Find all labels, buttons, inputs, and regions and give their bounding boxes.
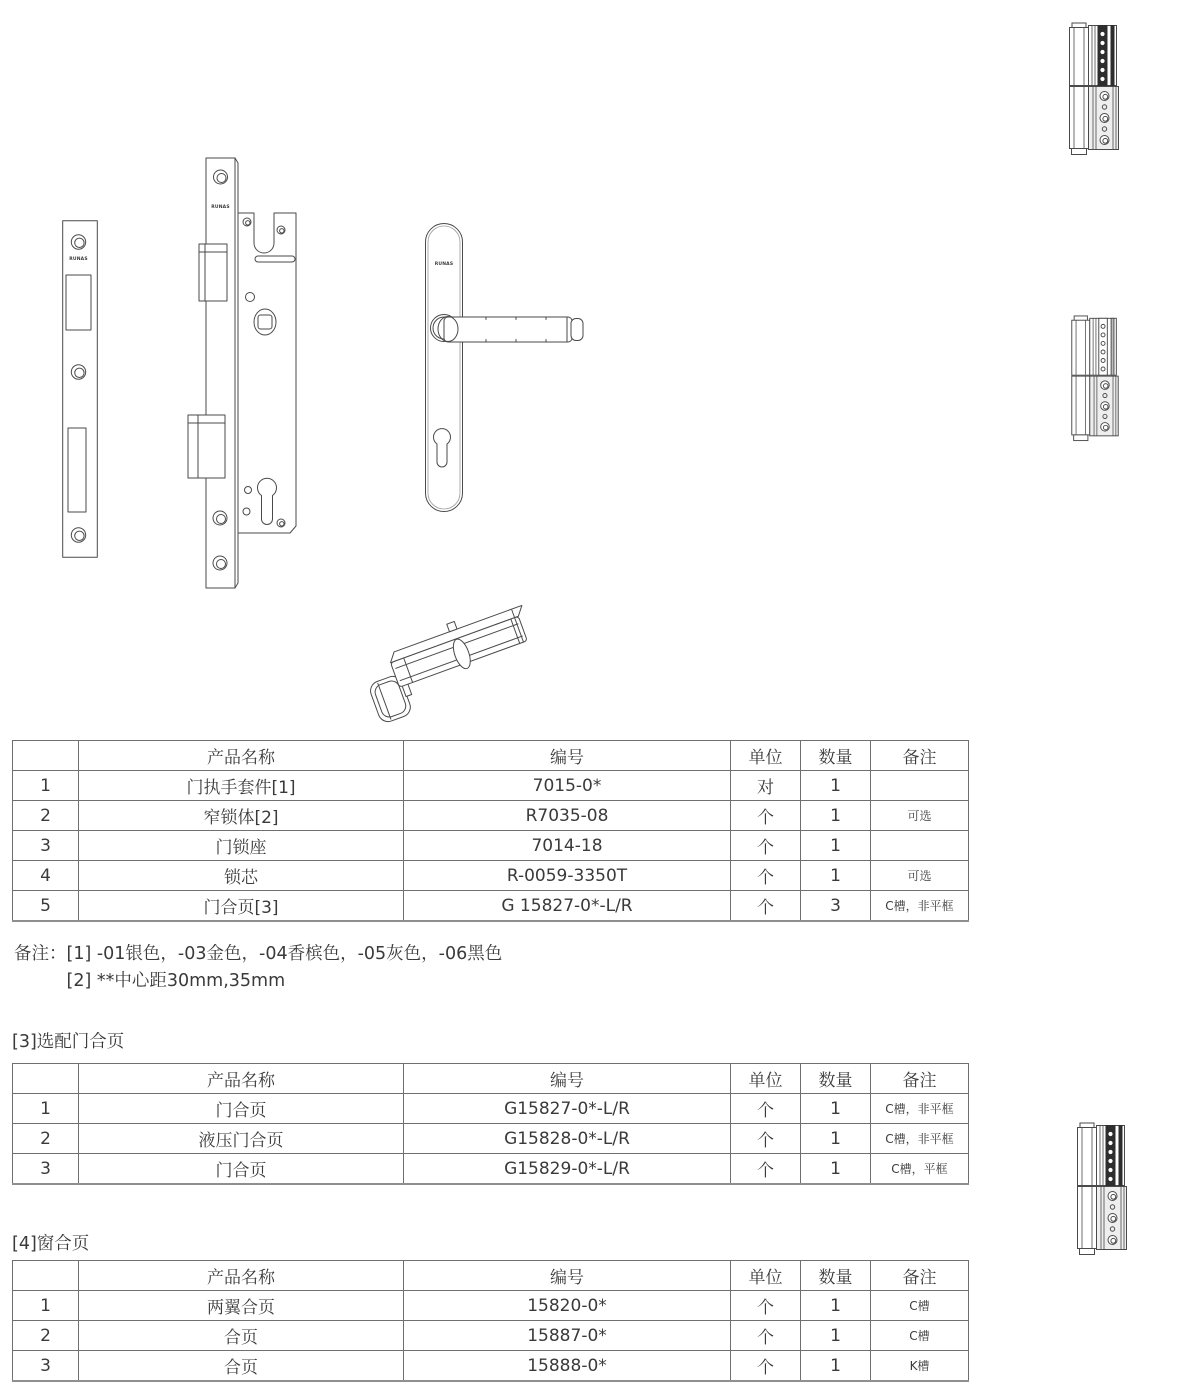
column-header-remark: 备注 [871,741,969,771]
table-cell: 两翼合页 [79,1291,404,1321]
table-cell: 个 [731,801,801,831]
column-header-remark: 备注 [871,1261,969,1291]
table-cell: G15828-0*-L/R [404,1124,731,1154]
column-header-index [13,1261,79,1291]
table-row [13,801,969,831]
table-cell: 15888-0* [404,1351,731,1382]
door-hinge-table [12,1063,969,1185]
table-cell: 3 [13,1351,79,1382]
column-header-unit: 单位 [731,1064,801,1094]
table-cell: 4 [13,861,79,891]
table-cell: 15887-0* [404,1321,731,1351]
column-header-unit: 单位 [731,741,801,771]
door-hinge-drawing-middle [1070,315,1120,442]
table-cell: 1 [801,1154,871,1185]
column-header-index [13,1064,79,1094]
brand-logo: RUNAS [69,257,88,262]
table-cell: 个 [731,1321,801,1351]
notes [14,941,502,995]
table-row [13,1154,969,1185]
table-row [13,771,969,801]
main-parts-table [12,740,969,922]
door-hinge-drawing-bottom [1076,1122,1128,1256]
table-row [13,1094,969,1124]
table-cell: 门合页 [79,1094,404,1124]
column-header-name: 产品名称 [79,1261,404,1291]
column-header-code: 编号 [404,1261,731,1291]
table-cell: 15820-0* [404,1291,731,1321]
table-cell: G 15827-0*-L/R [404,891,731,922]
table-cell: 1 [13,771,79,801]
table-cell: 1 [801,861,871,891]
table-cell: 1 [801,1124,871,1154]
table-cell: 个 [731,1351,801,1382]
brand-logo: RUNAS [211,205,230,210]
table-cell: 3 [13,831,79,861]
table-header-row [13,741,969,771]
table-cell: 1 [801,1351,871,1382]
table-cell: 门执手套件[1] [79,771,404,801]
table-cell: 1 [801,1291,871,1321]
table-cell: 1 [801,831,871,861]
table-cell: 个 [731,1124,801,1154]
table-cell: R-0059-3350T [404,861,731,891]
table-row [13,1291,969,1321]
window-hinge-table [12,1260,969,1382]
column-header-name: 产品名称 [79,741,404,771]
table-cell: 1 [13,1094,79,1124]
notes-label: 备注： [14,944,67,964]
table-cell: 1 [801,801,871,831]
table-cell: 个 [731,1154,801,1185]
note-line-2: [2] **中心距30mm,35mm [66,971,286,991]
table-cell: 合页 [79,1321,404,1351]
door-handle-set-drawing [424,222,588,514]
table-cell: 2 [13,801,79,831]
table-cell: 1 [801,1321,871,1351]
strike-plate-drawing [62,220,98,558]
table-row [13,861,969,891]
table-cell: 2 [13,1124,79,1154]
table-cell: 1 [801,1094,871,1124]
mortise-lock-body-drawing [186,155,300,595]
table-cell: 窄锁体[2] [79,801,404,831]
column-header-qty: 数量 [801,1064,871,1094]
table-cell: G15827-0*-L/R [404,1094,731,1124]
table-cell: C槽 [871,1291,969,1321]
table-cell: K槽 [871,1351,969,1382]
table-cell: 7015-0* [404,771,731,801]
table-header-row [13,1261,969,1291]
table-cell: G15829-0*-L/R [404,1154,731,1185]
note-line-1: [1] -01银色，-03金色，-04香槟色，-05灰色，-06黑色 [66,944,503,964]
table-cell: C槽，非平框 [871,1124,969,1154]
table-cell: 7014-18 [404,831,731,861]
section-heading-door-hinges: [3]选配门合页 [12,1032,125,1052]
table-row [13,831,969,861]
table-cell: 个 [731,1094,801,1124]
table-cell: 锁芯 [79,861,404,891]
table-cell: R7035-08 [404,801,731,831]
door-hinge-drawing-top [1068,22,1120,156]
table-cell: 门合页 [79,1154,404,1185]
column-header-code: 编号 [404,741,731,771]
table-cell: 门合页[3] [79,891,404,922]
column-header-code: 编号 [404,1064,731,1094]
column-header-name: 产品名称 [79,1064,404,1094]
table-cell: C槽，非平框 [871,1094,969,1124]
brand-logo: RUNAS [434,262,454,267]
table-cell [871,831,969,861]
table-cell: 液压门合页 [79,1124,404,1154]
table-cell: 3 [13,1154,79,1185]
table-cell: 可选 [871,861,969,891]
column-header-qty: 数量 [801,1261,871,1291]
table-cell: C槽，非平框 [871,891,969,922]
column-header-qty: 数量 [801,741,871,771]
table-cell [871,771,969,801]
lock-cylinder-drawing [365,595,540,725]
table-cell: 2 [13,1321,79,1351]
table-cell: 个 [731,1291,801,1321]
table-row [13,1124,969,1154]
table-cell: 个 [731,891,801,922]
column-header-remark: 备注 [871,1064,969,1094]
table-cell: 可选 [871,801,969,831]
table-row [13,1351,969,1382]
table-header-row [13,1064,969,1094]
table-cell: 门锁座 [79,831,404,861]
table-cell: C槽 [871,1321,969,1351]
table-cell: 合页 [79,1351,404,1382]
table-cell: 3 [801,891,871,922]
table-cell: 对 [731,771,801,801]
column-header-unit: 单位 [731,1261,801,1291]
table-cell: 1 [13,1291,79,1321]
table-cell: 个 [731,861,801,891]
table-row [13,891,969,922]
table-cell: C槽，平框 [871,1154,969,1185]
section-heading-window-hinges: [4]窗合页 [12,1234,90,1254]
column-header-index [13,741,79,771]
table-cell: 1 [801,771,871,801]
table-cell: 5 [13,891,79,922]
table-cell: 个 [731,831,801,861]
table-row [13,1321,969,1351]
